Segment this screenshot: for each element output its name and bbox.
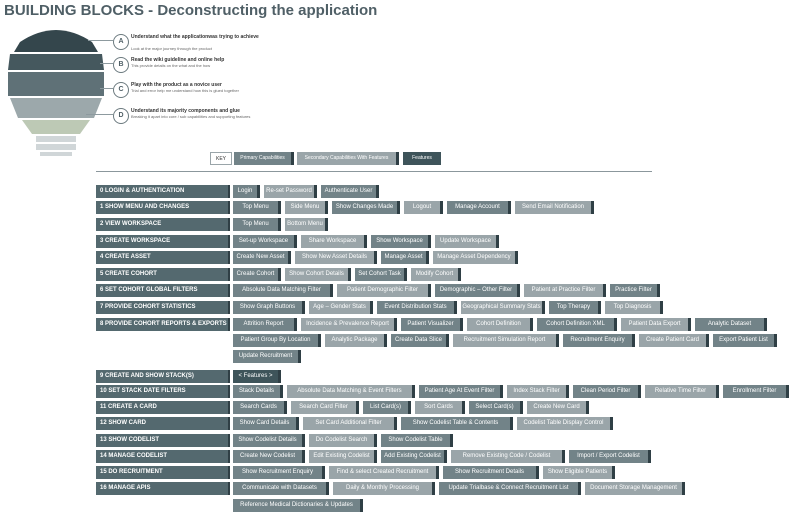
capability-chip: Top Menu bbox=[233, 218, 281, 231]
category-row-label: 13 SHOW CODELIST bbox=[96, 434, 230, 447]
capability-chip: Show Codelist Table bbox=[381, 434, 453, 447]
capability-chip: Find & select Created Recruitment bbox=[329, 466, 439, 479]
capability-chip: Index Stack Filter bbox=[507, 385, 569, 398]
capability-chip: Manage Asset bbox=[381, 251, 429, 264]
key-secondary: Secondary Capabilities With Features bbox=[297, 152, 399, 165]
capability-chip: Show Eligible Patients bbox=[543, 466, 615, 479]
capability-chip: Geographical Summary Stats bbox=[461, 301, 545, 314]
capability-chip: Sort Cards bbox=[415, 401, 465, 414]
capability-chip: Re-set Password bbox=[264, 185, 317, 198]
capability-chip: Attrition Report bbox=[233, 318, 297, 331]
capability-chip: Show Codelist Details bbox=[233, 434, 305, 447]
category-row-label: 0 LOGIN & AUTHENTICATION bbox=[96, 185, 230, 198]
capability-chip: List Card(s) bbox=[363, 401, 411, 414]
capability-chip: Show New Asset Details bbox=[295, 251, 377, 264]
divider bbox=[96, 171, 652, 172]
capability-chip: Remove Existing Code / Codelist bbox=[451, 450, 565, 463]
capability-chip: Bottom Menu bbox=[285, 218, 328, 231]
category-row-label: 1 SHOW MENU AND CHANGES bbox=[96, 201, 230, 214]
bulb-base-2 bbox=[36, 144, 76, 150]
capability-chip: Enrollment Filter bbox=[723, 385, 789, 398]
key-primary: Primary Capabilities bbox=[234, 152, 294, 165]
capability-chip: Authenticate User bbox=[321, 185, 379, 198]
capability-chip: Logout bbox=[404, 201, 443, 214]
capability-chip: Set Card Additional Filter bbox=[303, 417, 397, 430]
bulb-layer-d bbox=[22, 120, 90, 134]
bulb-layer-b bbox=[8, 72, 104, 96]
capability-chip: Document Storage Management bbox=[585, 482, 685, 495]
capability-chip: Create New Codelist bbox=[233, 450, 305, 463]
capability-chip: Analytic Dataset bbox=[695, 318, 767, 331]
category-row-label: 5 CREATE COHORT bbox=[96, 268, 230, 281]
category-row-label: 7 PROVIDE COHORT STATISTICS bbox=[96, 301, 230, 314]
capability-chip: Search Card Filter bbox=[291, 401, 359, 414]
capability-chip: Share Workspace bbox=[301, 235, 367, 248]
capability-chip: Import / Export Codelist bbox=[569, 450, 651, 463]
lightbulb-illustration bbox=[0, 22, 112, 157]
capability-chip: Clean Period Filter bbox=[573, 385, 641, 398]
capability-chip: Patient Group By Location bbox=[233, 334, 321, 347]
capability-chip: Show Changes Made bbox=[332, 201, 400, 214]
capability-chip: Manage Account bbox=[447, 201, 511, 214]
capability-chip: Patient Age At Event Filter bbox=[419, 385, 503, 398]
capability-chip: Age – Gender Stats bbox=[309, 301, 373, 314]
capability-chip: Login bbox=[233, 185, 260, 198]
category-row-label: 16 MANAGE APIS bbox=[96, 482, 230, 495]
category-row-label: 3 CREATE WORKSPACE bbox=[96, 235, 230, 248]
capability-chip: Top Diagnosis bbox=[605, 301, 663, 314]
capability-chip: Select Card(s) bbox=[469, 401, 523, 414]
step-letter: D bbox=[113, 108, 129, 124]
capability-chip: Daily & Monthly Processing bbox=[333, 482, 435, 495]
step-subtext: Look at the major journey through the product bbox=[131, 46, 212, 51]
page-title: BUILDING BLOCKS - Deconstructing the application bbox=[4, 2, 378, 19]
capability-chip: Create New Card bbox=[527, 401, 589, 414]
capability-chip: Show Cohort Details bbox=[285, 268, 351, 281]
capability-chip: Do Codelist Search bbox=[309, 434, 377, 447]
step-subtext: This provide details on the what and the how bbox=[131, 63, 211, 68]
capability-chip: Show Recruitment Enquiry bbox=[233, 466, 325, 479]
category-row-label: 9 CREATE AND SHOW STACK(S) bbox=[96, 370, 230, 383]
capability-chip: Search Cards bbox=[233, 401, 287, 414]
capability-chip: Create Data Slice bbox=[391, 334, 449, 347]
step-letter: B bbox=[113, 57, 129, 73]
capability-chip: Top Therapy bbox=[549, 301, 601, 314]
category-row-label: 15 DO RECRUITMENT bbox=[96, 466, 230, 479]
capability-chip: Update Trialbase & Connect Recruitment List bbox=[439, 482, 581, 495]
capability-chip: Analytic Package bbox=[325, 334, 387, 347]
category-row-label: 6 SET COHORT GLOBAL FILTERS bbox=[96, 284, 230, 297]
capability-chip: Patient Visualizer bbox=[401, 318, 463, 331]
bulb-layer-a2 bbox=[8, 54, 104, 70]
capability-chip: Patient Data Export bbox=[621, 318, 691, 331]
capability-chip: Demographic – Other Filter bbox=[435, 284, 520, 297]
capability-chip: Set Cohort Task bbox=[355, 268, 407, 281]
step-letter: C bbox=[113, 82, 129, 98]
category-row-label: 14 MANAGE CODELIST bbox=[96, 450, 230, 463]
capability-chip: Export Patient List bbox=[713, 334, 777, 347]
capability-chip: Cohort Definition XML bbox=[537, 318, 617, 331]
capability-chip: Absolute Data Matching Filter bbox=[233, 284, 333, 297]
step-heading: Read the wiki guideline and online help bbox=[131, 57, 225, 63]
step-subtext: Breaking it apart into core / sub capabilities and supporting features bbox=[131, 114, 251, 119]
capability-chip: Show Recruitment Details bbox=[443, 466, 539, 479]
capability-chip: Show Card Details bbox=[233, 417, 299, 430]
capability-chip: Recruitment Simulation Report bbox=[453, 334, 559, 347]
capability-chip: Incidence & Prevalence Report bbox=[301, 318, 397, 331]
capability-chip: Reference Medical Dictionaries & Updates bbox=[233, 499, 363, 512]
capability-chip: Create Patient Card bbox=[639, 334, 709, 347]
capability-chip: Edit Existing Codelist bbox=[309, 450, 377, 463]
capability-chip: Codelist Table Display Control bbox=[517, 417, 613, 430]
key-features: Features bbox=[403, 152, 441, 165]
step-heading: Understand what the applicationwas trying to achieve bbox=[131, 34, 259, 40]
step-letter: A bbox=[113, 34, 129, 50]
category-row-label: 8 PROVIDE COHORT REPORTS & EXPORTS bbox=[96, 318, 230, 331]
category-row-label: 10 SET STACK DATE FILTERS bbox=[96, 385, 230, 398]
capability-chip: Create Cohort bbox=[233, 268, 281, 281]
capability-chip: Side Menu bbox=[285, 201, 328, 214]
capability-chip: Cohort Definition bbox=[467, 318, 533, 331]
step-heading: Understand its majority components and glue bbox=[131, 108, 240, 114]
bulb-base-1 bbox=[36, 136, 76, 142]
capability-chip: Update Recruitment bbox=[233, 350, 301, 363]
capability-chip: Show Codelist Table & Contents bbox=[401, 417, 513, 430]
capability-chip: Patient at Practice Filter bbox=[524, 284, 606, 297]
capability-chip: Update Workspace bbox=[435, 235, 499, 248]
capability-chip: Add Existing Codelist bbox=[381, 450, 447, 463]
capability-chip: Relative Time Filter bbox=[645, 385, 719, 398]
category-row-label: 2 VIEW WORKSPACE bbox=[96, 218, 230, 231]
bulb-base-3 bbox=[40, 152, 72, 156]
step-subtext: Trial and error help me understand how this is glued together bbox=[131, 88, 239, 93]
capability-chip: Set-up Workspace bbox=[233, 235, 297, 248]
bulb-layer-a bbox=[14, 30, 98, 52]
capability-chip: Top Menu bbox=[233, 201, 281, 214]
category-row-label: 12 SHOW CARD bbox=[96, 417, 230, 430]
capability-chip: Create New Asset bbox=[233, 251, 291, 264]
key-label: KEY bbox=[210, 152, 232, 165]
category-row-label: 11 CREATE A CARD bbox=[96, 401, 230, 414]
capability-chip: Absolute Data Matching & Event Filters bbox=[287, 385, 415, 398]
capability-chip: Event Distribution Stats bbox=[377, 301, 457, 314]
capability-chip: Recruitment Enquiry bbox=[563, 334, 635, 347]
capability-chip: Stack Details bbox=[233, 385, 283, 398]
capability-chip: Send Email Notification bbox=[515, 201, 594, 214]
capability-chip: < Features > bbox=[233, 370, 281, 383]
category-row-label: 4 CREATE ASSET bbox=[96, 251, 230, 264]
capability-chip: Modify Cohort bbox=[411, 268, 461, 281]
step-heading: Play with the product as a novice user bbox=[131, 82, 222, 88]
capability-chip: Manage Asset Dependency bbox=[433, 251, 518, 264]
capability-chip: Practice Filter bbox=[610, 284, 660, 297]
capability-chip: Patient Demographic Filter bbox=[337, 284, 431, 297]
capability-chip: Show Workspace bbox=[371, 235, 431, 248]
bulb-layer-c bbox=[10, 98, 102, 118]
capability-chip: Show Graph Buttons bbox=[233, 301, 305, 314]
capability-chip: Communicate with Datasets bbox=[233, 482, 329, 495]
